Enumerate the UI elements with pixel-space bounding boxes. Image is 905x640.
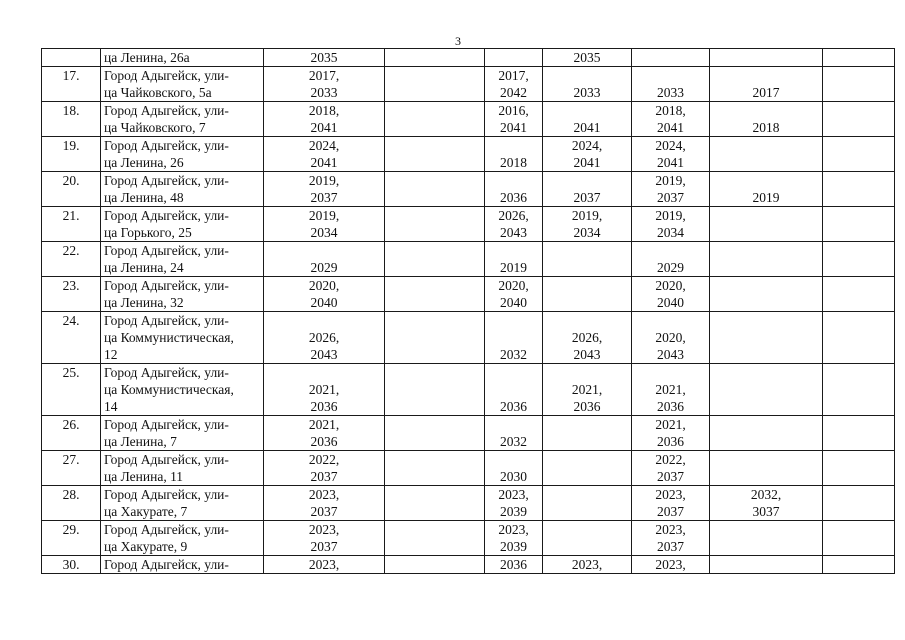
address-cell-text: Город Адыгейск, ули- bbox=[104, 557, 229, 572]
year-cell-text: 2023, bbox=[571, 557, 603, 572]
year-cell bbox=[543, 486, 632, 521]
table-row bbox=[42, 242, 895, 277]
year-cell bbox=[264, 277, 385, 312]
address-cell bbox=[101, 102, 264, 137]
address-cell bbox=[101, 277, 264, 312]
year-cell bbox=[385, 312, 485, 364]
year-cell-text: 2041 bbox=[573, 120, 601, 135]
year-cell-text: 2020, 2040 bbox=[655, 278, 686, 310]
year-cell-text: 2018, 2041 bbox=[655, 103, 686, 135]
address-cell-text: Город Адыгейск, ули- ца Ленина, 26 bbox=[104, 138, 229, 170]
address-cell-text: Город Адыгейск, ули- ца Коммунистическая, 12 bbox=[104, 313, 234, 362]
year-cell bbox=[485, 172, 543, 207]
year-cell bbox=[543, 102, 632, 137]
year-cell bbox=[710, 207, 823, 242]
year-cell bbox=[543, 312, 632, 364]
year-cell bbox=[385, 416, 485, 451]
year-cell-text: 2023, 2037 bbox=[655, 522, 686, 554]
year-cell bbox=[485, 49, 543, 67]
year-cell-text: 2029 bbox=[657, 260, 684, 275]
year-cell bbox=[485, 67, 543, 102]
year-cell bbox=[543, 521, 632, 556]
address-cell bbox=[101, 207, 264, 242]
address-cell-text: Город Адыгейск, ули- ца Хакурате, 9 bbox=[104, 522, 229, 554]
row-number-text: 17. bbox=[62, 68, 80, 83]
row-number bbox=[42, 67, 101, 102]
year-cell bbox=[823, 364, 895, 416]
year-cell bbox=[385, 172, 485, 207]
year-cell bbox=[264, 49, 385, 67]
year-cell bbox=[485, 556, 543, 574]
year-cell bbox=[485, 102, 543, 137]
table-row bbox=[42, 416, 895, 451]
year-cell-text: 2026, 2043 bbox=[308, 330, 340, 362]
year-cell-text: 2024, 2041 bbox=[655, 138, 686, 170]
year-cell-text: 2029 bbox=[310, 260, 338, 275]
address-cell bbox=[101, 486, 264, 521]
address-cell bbox=[101, 556, 264, 574]
year-cell-text: 2032 bbox=[500, 434, 527, 449]
year-cell bbox=[632, 207, 710, 242]
table-row bbox=[42, 137, 895, 172]
table-row bbox=[42, 67, 895, 102]
year-cell bbox=[632, 242, 710, 277]
address-cell-text: Город Адыгейск, ули- ца Ленина, 11 bbox=[104, 452, 229, 484]
year-cell-text: 2023, 2037 bbox=[308, 487, 340, 519]
year-cell bbox=[632, 486, 710, 521]
year-cell-text: 2036 bbox=[500, 190, 527, 205]
year-cell bbox=[710, 242, 823, 277]
row-number-text: 30. bbox=[62, 557, 80, 572]
table-row bbox=[42, 556, 895, 574]
address-cell-text: Город Адыгейск, ули- ца Ленина, 32 bbox=[104, 278, 229, 310]
year-cell bbox=[710, 486, 823, 521]
year-cell bbox=[264, 451, 385, 486]
year-cell-text: 2026, 2043 bbox=[498, 208, 529, 240]
year-cell-text: 2019 bbox=[752, 190, 780, 205]
year-cell bbox=[543, 207, 632, 242]
year-cell bbox=[823, 242, 895, 277]
year-cell bbox=[823, 277, 895, 312]
table-row bbox=[42, 277, 895, 312]
year-cell bbox=[543, 137, 632, 172]
year-cell bbox=[543, 277, 632, 312]
address-cell-text: Город Адыгейск, ули- ца Чайковского, 5а bbox=[104, 68, 229, 100]
address-cell bbox=[101, 67, 264, 102]
row-number-text: 24. bbox=[62, 313, 80, 328]
year-cell bbox=[385, 242, 485, 277]
year-cell-text: 2019, 2037 bbox=[308, 173, 340, 205]
year-cell bbox=[632, 277, 710, 312]
year-cell bbox=[823, 416, 895, 451]
address-cell-text: Город Адыгейск, ули- ца Коммунистическая, 14 bbox=[104, 365, 234, 414]
year-cell bbox=[823, 451, 895, 486]
year-cell bbox=[632, 49, 710, 67]
year-cell-text: 2019, 2034 bbox=[571, 208, 603, 240]
row-number bbox=[42, 102, 101, 137]
address-cell-text: Город Адыгейск, ули- ца Хакурате, 7 bbox=[104, 487, 229, 519]
year-cell-text: 2023, bbox=[655, 557, 686, 572]
address-cell-text: Город Адыгейск, ули- ца Ленина, 48 bbox=[104, 173, 229, 205]
row-number bbox=[42, 207, 101, 242]
year-cell bbox=[632, 556, 710, 574]
table-row bbox=[42, 49, 895, 67]
year-cell-text: 2018 bbox=[500, 155, 527, 170]
year-cell bbox=[385, 67, 485, 102]
year-cell-text: 2019, 2034 bbox=[655, 208, 686, 240]
year-cell bbox=[385, 451, 485, 486]
row-number bbox=[42, 277, 101, 312]
row-number bbox=[42, 416, 101, 451]
year-cell bbox=[264, 102, 385, 137]
year-cell bbox=[632, 364, 710, 416]
row-number-text: 20. bbox=[62, 173, 80, 188]
table-row bbox=[42, 102, 895, 137]
year-cell-text: 2026, 2043 bbox=[571, 330, 603, 362]
year-cell-text: 2016, 2041 bbox=[498, 103, 529, 135]
row-number-text: 22. bbox=[62, 243, 80, 258]
year-cell bbox=[264, 67, 385, 102]
year-cell-text: 2032, 3037 bbox=[750, 487, 782, 519]
year-cell bbox=[485, 364, 543, 416]
year-cell-text: 2032 bbox=[500, 347, 527, 362]
row-number-text: 27. bbox=[62, 452, 80, 467]
year-cell-text: 2019, 2037 bbox=[655, 173, 686, 205]
table-row bbox=[42, 364, 895, 416]
row-number bbox=[42, 486, 101, 521]
year-cell bbox=[485, 451, 543, 486]
year-cell bbox=[385, 486, 485, 521]
year-cell bbox=[264, 556, 385, 574]
row-number bbox=[42, 49, 101, 67]
year-cell bbox=[485, 277, 543, 312]
year-cell bbox=[543, 364, 632, 416]
year-cell-text: 2035 bbox=[310, 50, 338, 65]
year-cell bbox=[823, 556, 895, 574]
row-number bbox=[42, 137, 101, 172]
address-cell bbox=[101, 49, 264, 67]
table-row bbox=[42, 312, 895, 364]
year-cell bbox=[632, 416, 710, 451]
housing-schedule-table bbox=[41, 48, 895, 574]
address-cell bbox=[101, 312, 264, 364]
year-cell bbox=[543, 556, 632, 574]
year-cell-text: 2019 bbox=[500, 260, 527, 275]
year-cell bbox=[710, 49, 823, 67]
year-cell bbox=[385, 137, 485, 172]
year-cell-text: 2023, 2037 bbox=[655, 487, 686, 519]
year-cell-text: 2036 bbox=[500, 557, 527, 572]
address-cell-text: ца Ленина, 26а bbox=[104, 50, 190, 65]
address-cell bbox=[101, 416, 264, 451]
table-row bbox=[42, 207, 895, 242]
year-cell-text: 2021, 2036 bbox=[308, 417, 340, 449]
year-cell bbox=[264, 242, 385, 277]
year-cell bbox=[710, 67, 823, 102]
year-cell bbox=[385, 207, 485, 242]
table-row bbox=[42, 486, 895, 521]
year-cell bbox=[823, 137, 895, 172]
year-cell bbox=[823, 67, 895, 102]
year-cell bbox=[710, 277, 823, 312]
year-cell bbox=[632, 172, 710, 207]
year-cell-text: 2021, 2036 bbox=[571, 382, 603, 414]
year-cell bbox=[385, 556, 485, 574]
year-cell bbox=[485, 242, 543, 277]
row-number bbox=[42, 556, 101, 574]
year-cell bbox=[543, 416, 632, 451]
year-cell bbox=[543, 242, 632, 277]
year-cell-text: 2019, 2034 bbox=[308, 208, 340, 240]
year-cell bbox=[710, 102, 823, 137]
table-row bbox=[42, 172, 895, 207]
row-number-text: 26. bbox=[62, 417, 80, 432]
year-cell bbox=[485, 486, 543, 521]
year-cell bbox=[485, 312, 543, 364]
address-cell bbox=[101, 364, 264, 416]
year-cell bbox=[710, 451, 823, 486]
address-cell-text: Город Адыгейск, ули- ца Ленина, 7 bbox=[104, 417, 229, 449]
year-cell-text: 2020, 2040 bbox=[498, 278, 529, 310]
year-cell bbox=[264, 172, 385, 207]
year-cell bbox=[485, 521, 543, 556]
year-cell bbox=[710, 137, 823, 172]
year-cell bbox=[632, 521, 710, 556]
address-cell bbox=[101, 451, 264, 486]
year-cell-text: 2023, 2037 bbox=[308, 522, 340, 554]
year-cell bbox=[385, 277, 485, 312]
year-cell bbox=[543, 451, 632, 486]
row-number-text: 29. bbox=[62, 522, 80, 537]
page-number: 3 bbox=[455, 34, 461, 48]
year-cell bbox=[264, 486, 385, 521]
year-cell-text: 2033 bbox=[573, 85, 601, 100]
year-cell bbox=[823, 49, 895, 67]
year-cell bbox=[823, 312, 895, 364]
year-cell bbox=[710, 521, 823, 556]
year-cell bbox=[710, 416, 823, 451]
year-cell-text: 2018 bbox=[752, 120, 780, 135]
row-number bbox=[42, 364, 101, 416]
row-number-text: 21. bbox=[62, 208, 80, 223]
year-cell-text: 2021, 2036 bbox=[655, 382, 686, 414]
year-cell-text: 2017 bbox=[752, 85, 780, 100]
year-cell-text: 2021, 2036 bbox=[308, 382, 340, 414]
row-number-text: 18. bbox=[62, 103, 80, 118]
year-cell-text: 2020, 2040 bbox=[308, 278, 340, 310]
year-cell bbox=[264, 521, 385, 556]
year-cell bbox=[385, 521, 485, 556]
year-cell-text: 2036 bbox=[500, 399, 527, 414]
address-cell bbox=[101, 137, 264, 172]
year-cell bbox=[385, 364, 485, 416]
year-cell bbox=[823, 521, 895, 556]
year-cell bbox=[632, 312, 710, 364]
year-cell bbox=[264, 312, 385, 364]
year-cell-text: 2021, 2036 bbox=[655, 417, 686, 449]
year-cell-text: 2023, 2039 bbox=[498, 487, 529, 519]
year-cell bbox=[385, 49, 485, 67]
row-number bbox=[42, 521, 101, 556]
year-cell bbox=[632, 102, 710, 137]
year-cell-text: 2022, 2037 bbox=[308, 452, 340, 484]
year-cell-text: 2035 bbox=[573, 50, 601, 65]
year-cell bbox=[385, 102, 485, 137]
year-cell-text: 2018, 2041 bbox=[308, 103, 340, 135]
year-cell bbox=[823, 486, 895, 521]
year-cell-text: 2017, 2042 bbox=[498, 68, 529, 100]
address-cell-text: Город Адыгейск, ули- ца Ленина, 24 bbox=[104, 243, 229, 275]
year-cell bbox=[264, 416, 385, 451]
address-cell-text: Город Адыгейск, ули- ца Чайковского, 7 bbox=[104, 103, 229, 135]
year-cell bbox=[264, 137, 385, 172]
year-cell bbox=[485, 207, 543, 242]
year-cell-text: 2030 bbox=[500, 469, 527, 484]
year-cell bbox=[710, 312, 823, 364]
row-number bbox=[42, 172, 101, 207]
row-number bbox=[42, 312, 101, 364]
year-cell bbox=[632, 67, 710, 102]
address-cell-text: Город Адыгейск, ули- ца Горького, 25 bbox=[104, 208, 229, 240]
year-cell-text: 2020, 2043 bbox=[655, 330, 686, 362]
year-cell bbox=[710, 172, 823, 207]
year-cell bbox=[823, 172, 895, 207]
year-cell bbox=[543, 172, 632, 207]
year-cell-text: 2022, 2037 bbox=[655, 452, 686, 484]
year-cell-text: 2024, 2041 bbox=[571, 138, 603, 170]
address-cell bbox=[101, 521, 264, 556]
table-row bbox=[42, 451, 895, 486]
year-cell bbox=[632, 451, 710, 486]
address-cell bbox=[101, 242, 264, 277]
address-cell bbox=[101, 172, 264, 207]
year-cell bbox=[485, 416, 543, 451]
row-number-text: 25. bbox=[62, 365, 80, 380]
year-cell bbox=[710, 364, 823, 416]
row-number-text: 23. bbox=[62, 278, 80, 293]
year-cell-text: 2023, bbox=[308, 557, 340, 572]
row-number-text: 19. bbox=[62, 138, 80, 153]
year-cell bbox=[543, 67, 632, 102]
year-cell bbox=[264, 364, 385, 416]
year-cell bbox=[485, 137, 543, 172]
year-cell-text: 2023, 2039 bbox=[498, 522, 529, 554]
year-cell-text: 2024, 2041 bbox=[308, 138, 340, 170]
row-number bbox=[42, 242, 101, 277]
year-cell bbox=[823, 102, 895, 137]
year-cell bbox=[823, 207, 895, 242]
year-cell-text: 2037 bbox=[573, 190, 601, 205]
year-cell bbox=[264, 207, 385, 242]
table-row bbox=[42, 521, 895, 556]
row-number-text: 28. bbox=[62, 487, 80, 502]
year-cell-text: 2017, 2033 bbox=[308, 68, 340, 100]
year-cell-text: 2033 bbox=[657, 85, 684, 100]
year-cell bbox=[710, 556, 823, 574]
year-cell bbox=[632, 137, 710, 172]
year-cell bbox=[543, 49, 632, 67]
row-number bbox=[42, 451, 101, 486]
